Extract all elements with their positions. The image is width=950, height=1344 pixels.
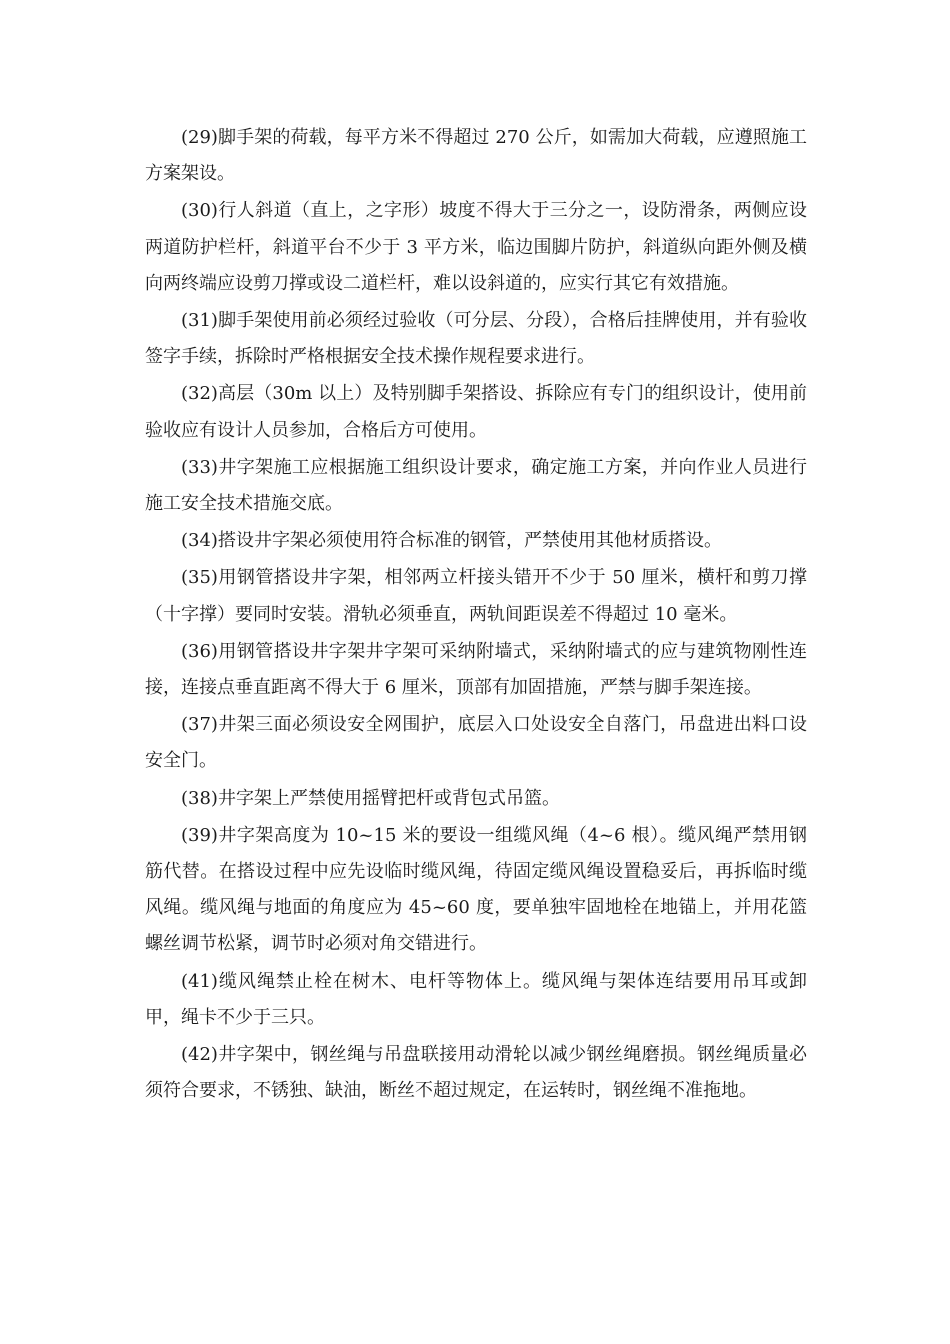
paragraph-36: (36)用钢管搭设井字架井字架可采纳附墙式，采纳附墙式的应与建筑物刚性连接，连接点垂直距离不得大于 6 厘米，顶部有加固措施，严禁与脚手架连接。 [145, 640, 807, 699]
paragraph-30: (30)行人斜道（直上，之字形）坡度不得大于三分之一，设防滑条，两侧应设两道防护栏杆，斜道平台不少于 3 平方米，临边围脚片防护，斜道纵向距外侧及横向两终端应设剪刀撑或设二道栏杆，难以设斜道的，应实行其它有效措施。 [145, 200, 807, 294]
document-body [145, 120, 807, 1110]
paragraph-32: (32)高层（30m 以上）及特别脚手架搭设、拆除应有专门的组织设计，使用前验收应有设计人员参加，合格后方可使用。 [145, 383, 807, 441]
paragraph-33: (33)井字架施工应根据施工组织设计要求，确定施工方案，并向作业人员进行施工安全技术措施交底。 [145, 456, 807, 515]
paragraph-41: (41)缆风绳禁止栓在树木、电杆等物体上。缆风绳与架体连结要用吊耳或卸甲，绳卡不少于三只。 [145, 970, 807, 1028]
paragraph-31: (31)脚手架使用前必须经过验收（可分层、分段），合格后挂牌使用，并有验收签字手续，拆除时严格根据安全技术操作规程要求进行。 [145, 310, 807, 368]
paragraph-39: (39)井字架高度为 10~15 米的要设一组缆风绳（4~6 根）。缆风绳严禁用钢筋代替。在搭设过程中应先设临时缆风绳，待固定缆风绳设置稳妥后，再拆临时缆风绳。缆风绳与地面的角度应为 45~60 度，要单独牢固地栓在地锚上，并用花篮螺丝调节松紧，调节时必须对角交错进行。 [145, 824, 807, 955]
paragraph-29: (29)脚手架的荷载，每平方米不得超过 270 公斤，如需加大荷载，应遵照施工方案架设。 [145, 127, 807, 185]
paragraph-37: (37)井架三面必须设安全网围护，底层入口处设安全自落门，吊盘进出料口设安全门。 [145, 714, 807, 772]
paragraph-42: (42)井字架中，钢丝绳与吊盘联接用动滑轮以减少钢丝绳磨损。钢丝绳质量必须符合要求，不锈独、缺油，断丝不超过规定，在运转时，钢丝绳不准拖地。 [145, 1044, 807, 1102]
paragraph-38: (38)井字架上严禁使用摇臂把杆或背包式吊篮。 [181, 787, 560, 809]
paragraph-34: (34)搭设井字架必须使用符合标准的钢管，严禁使用其他材质搭设。 [181, 530, 722, 552]
paragraph-35: (35)用钢管搭设井字架，相邻两立杆接头错开不少于 50 厘米，横杆和剪刀撑（十字撑）要同时安装。滑轨必须垂直，两轨间距误差不得超过 10 毫米。 [145, 567, 807, 625]
